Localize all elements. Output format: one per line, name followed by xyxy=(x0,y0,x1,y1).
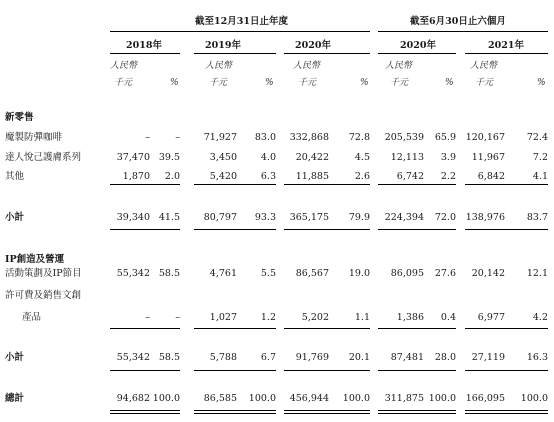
row-label-subtotal: 總計 xyxy=(5,393,25,404)
cell-percent: 16.3 xyxy=(526,352,548,363)
cell-percent: 39.5 xyxy=(158,152,180,163)
header-rule xyxy=(378,31,548,32)
subtotal-rule xyxy=(378,184,456,185)
cell-percent: 27.6 xyxy=(434,268,456,279)
cell-amount: 11,967 xyxy=(471,152,505,163)
cell-percent: 4.0 xyxy=(260,152,276,163)
currency-label: 人民幣 xyxy=(470,61,498,71)
cell-amount: 311,875 xyxy=(384,393,424,404)
cell-percent: 4.1 xyxy=(532,171,548,182)
total-rule xyxy=(465,413,548,414)
cell-percent: 2.6 xyxy=(354,171,370,182)
cell-percent: 6.3 xyxy=(260,171,276,182)
currency-label: 人民幣 xyxy=(385,61,413,71)
total-rule xyxy=(378,410,456,411)
row-label-subtotal: 小計 xyxy=(5,212,25,223)
cell-percent: 28.0 xyxy=(434,352,456,363)
cell-amount: 3,450 xyxy=(209,152,237,163)
cell-percent: 83.0 xyxy=(254,132,276,143)
cell-amount: 166,095 xyxy=(465,393,505,404)
header-annual: 截至12月31日止年度 xyxy=(195,16,288,27)
cell-amount: 55,342 xyxy=(116,352,150,363)
row-label: 魔製防彈咖啡 xyxy=(5,132,63,143)
cell-amount: 5,420 xyxy=(209,171,237,182)
cell-percent: 1.2 xyxy=(260,312,276,323)
year-rule xyxy=(284,53,370,54)
cell-percent: – xyxy=(175,132,180,143)
cell-amount: 5,788 xyxy=(209,352,237,363)
cell-amount: 86,567 xyxy=(295,268,329,279)
total-rule xyxy=(284,413,370,414)
subtotal-rule xyxy=(465,184,548,185)
cell-amount: 20,422 xyxy=(295,152,329,163)
year-rule xyxy=(194,53,276,54)
header-rule xyxy=(110,31,370,32)
year-header: 2021年 xyxy=(488,40,524,51)
pct-label: % xyxy=(537,78,546,88)
cell-percent: 4.2 xyxy=(532,312,548,323)
cell-amount: 12,113 xyxy=(390,152,424,163)
subtotal-rule xyxy=(284,184,370,185)
unit-label: 千元 xyxy=(114,78,133,88)
cell-percent: 72.0 xyxy=(434,212,456,223)
cell-amount: 5,202 xyxy=(301,312,329,323)
cell-amount: – xyxy=(145,312,150,323)
row-label: 活動策劃及IP節目 xyxy=(5,268,82,279)
total-rule xyxy=(465,410,548,411)
unit-label: 千元 xyxy=(298,78,317,88)
cell-amount: 20,142 xyxy=(471,268,505,279)
total-rule xyxy=(378,413,456,414)
row-label: 許可費及銷售文創 xyxy=(5,290,82,301)
year-rule xyxy=(378,53,456,54)
cell-percent: 4.5 xyxy=(354,152,370,163)
section-title-ip: IP創造及營運 xyxy=(5,254,65,265)
cell-percent: 0.4 xyxy=(440,312,456,323)
subtotal-rule xyxy=(110,229,180,230)
subtotal-rule xyxy=(194,184,276,185)
cell-percent: 1.1 xyxy=(354,312,370,323)
cell-percent: 3.9 xyxy=(440,152,456,163)
pct-label: % xyxy=(170,78,179,88)
header-half-year: 截至6月30日止六個月 xyxy=(410,16,506,27)
cell-amount: 55,342 xyxy=(116,268,150,279)
cell-percent: 20.1 xyxy=(348,352,370,363)
cell-percent: 100.0 xyxy=(248,393,276,404)
cell-amount: 365,175 xyxy=(289,212,329,223)
cell-amount: 94,682 xyxy=(116,393,150,404)
cell-percent: – xyxy=(175,312,180,323)
cell-amount: 205,539 xyxy=(384,132,424,143)
subtotal-rule xyxy=(378,370,456,371)
row-label-subtotal: 小計 xyxy=(5,352,25,363)
year-header: 2020年 xyxy=(295,40,331,51)
subtotal-rule xyxy=(465,370,548,371)
subtotal-rule xyxy=(465,328,548,329)
cell-amount: 4,761 xyxy=(209,268,237,279)
subtotal-rule xyxy=(378,229,456,230)
subtotal-rule xyxy=(378,328,456,329)
cell-amount: 6,842 xyxy=(477,171,505,182)
cell-percent: 72.4 xyxy=(526,132,548,143)
subtotal-rule xyxy=(284,328,370,329)
year-rule xyxy=(465,53,548,54)
cell-amount: 11,885 xyxy=(295,171,329,182)
subtotal-rule xyxy=(284,229,370,230)
total-rule xyxy=(110,413,180,414)
total-rule xyxy=(284,410,370,411)
cell-amount: 332,868 xyxy=(289,132,329,143)
cell-amount: 71,927 xyxy=(203,132,237,143)
cell-percent: 7.2 xyxy=(532,152,548,163)
cell-amount: 6,742 xyxy=(396,171,424,182)
cell-amount: 86,095 xyxy=(390,268,424,279)
subtotal-rule xyxy=(465,229,548,230)
pct-label: % xyxy=(445,78,454,88)
cell-percent: 100.0 xyxy=(428,393,456,404)
cell-percent: 5.5 xyxy=(260,268,276,279)
unit-label: 千元 xyxy=(209,78,228,88)
subtotal-rule xyxy=(110,184,180,185)
cell-percent: 100.0 xyxy=(152,393,180,404)
unit-label: 千元 xyxy=(475,78,494,88)
currency-label: 人民幣 xyxy=(293,61,321,71)
cell-percent: 65.9 xyxy=(434,132,456,143)
cell-percent: 41.5 xyxy=(158,212,180,223)
subtotal-rule xyxy=(194,229,276,230)
cell-amount: 91,769 xyxy=(295,352,329,363)
year-header: 2018年 xyxy=(126,40,162,51)
cell-percent: 100.0 xyxy=(342,393,370,404)
cell-percent: 58.5 xyxy=(158,268,180,279)
subtotal-rule xyxy=(110,370,180,371)
cell-amount: 6,977 xyxy=(477,312,505,323)
cell-amount: – xyxy=(145,132,150,143)
subtotal-rule xyxy=(194,370,276,371)
cell-amount: 1,386 xyxy=(396,312,424,323)
cell-percent: 79.9 xyxy=(348,212,370,223)
currency-label: 人民幣 xyxy=(110,61,138,71)
cell-amount: 1,027 xyxy=(209,312,237,323)
cell-amount: 224,394 xyxy=(384,212,424,223)
unit-label: 千元 xyxy=(390,78,409,88)
row-label: 其他 xyxy=(5,171,25,182)
cell-percent: 58.5 xyxy=(158,352,180,363)
cell-percent: 19.0 xyxy=(348,268,370,279)
subtotal-rule xyxy=(194,328,276,329)
cell-percent: 93.3 xyxy=(254,212,276,223)
cell-percent: 100.0 xyxy=(520,393,548,404)
cell-amount: 86,585 xyxy=(203,393,237,404)
pct-label: % xyxy=(360,78,369,88)
subtotal-rule xyxy=(284,370,370,371)
row-label: 達人悅己護膚系列 xyxy=(5,152,82,163)
subtotal-rule xyxy=(110,328,180,329)
cell-amount: 87,481 xyxy=(390,352,424,363)
cell-percent: 6.7 xyxy=(260,352,276,363)
year-header: 2020年 xyxy=(400,40,436,51)
cell-percent: 2.0 xyxy=(164,171,180,182)
cell-amount: 120,167 xyxy=(465,132,505,143)
total-rule xyxy=(194,413,276,414)
total-rule xyxy=(194,410,276,411)
cell-amount: 27,119 xyxy=(471,352,505,363)
cell-percent: 72.8 xyxy=(348,132,370,143)
pct-label: % xyxy=(265,78,274,88)
year-rule xyxy=(110,53,180,54)
cell-percent: 83.7 xyxy=(526,212,548,223)
cell-amount: 1,870 xyxy=(122,171,150,182)
cell-amount: 456,944 xyxy=(289,393,329,404)
cell-percent: 2.2 xyxy=(440,171,456,182)
cell-amount: 138,976 xyxy=(465,212,505,223)
cell-amount: 80,797 xyxy=(203,212,237,223)
cell-percent: 12.1 xyxy=(526,268,548,279)
currency-label: 人民幣 xyxy=(205,61,233,71)
cell-amount: 39,340 xyxy=(116,212,150,223)
section-title-new-retail: 新零售 xyxy=(5,112,34,123)
cell-amount: 37,470 xyxy=(116,152,150,163)
row-label-continuation: 產品 xyxy=(22,312,42,323)
total-rule xyxy=(110,410,180,411)
year-header: 2019年 xyxy=(205,40,241,51)
